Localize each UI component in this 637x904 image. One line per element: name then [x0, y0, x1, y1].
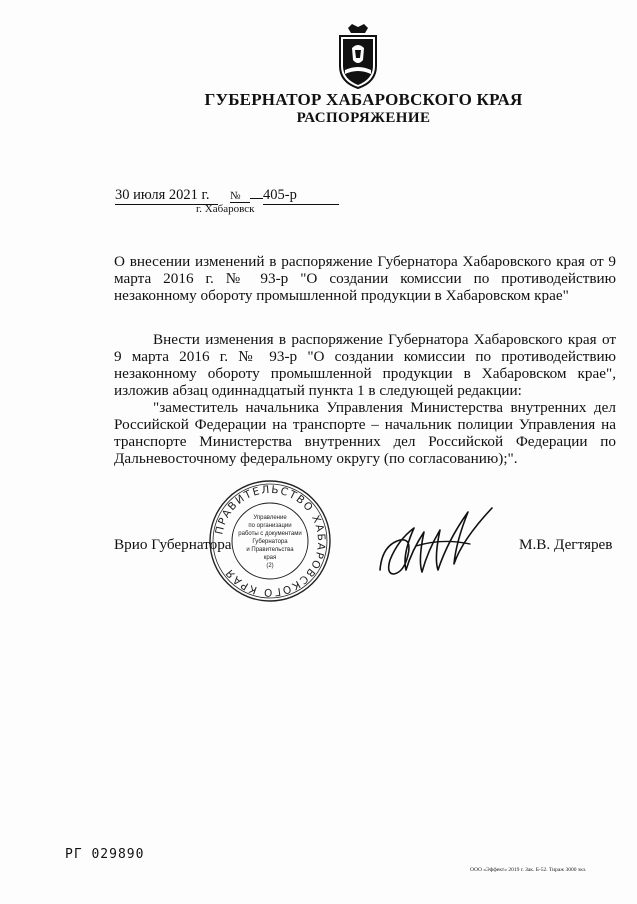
signatory-position: Врио Губернатора: [114, 536, 232, 553]
coat-of-arms-icon: [336, 22, 380, 90]
body-paragraph: Внести изменения в распоряжение Губернатора Хабаровского края от 9 марта 2016 г. № 93-р "О создании комиссии по противодействию незаконному обороту промышленной продукции в Хабаровском крае", изложив абзац одиннадцатый пункта 1 в следующей редакции:: [114, 331, 616, 399]
signatory-name: М.В. Дегтярев: [519, 536, 613, 553]
stamp-line-5: и Правительства: [246, 547, 294, 553]
print-info: ООО «Эффект» 2019 г. Зак. Б-52. Тираж 3000 экз.: [470, 867, 587, 873]
stamp-line-2: по организации: [248, 523, 292, 529]
stamp-ring-text: ПРАВИТЕЛЬСТВО ХАБАРОВСКОГО КРАЯ: [213, 483, 328, 599]
number-label: №: [230, 190, 250, 203]
stamp-line-3: работы с документами: [238, 531, 302, 537]
stamp-line-4: Губернатора: [252, 539, 288, 545]
body-quote: "заместитель начальника Управления Министерства внутренних дел Российской Федерации на транспорте – начальник полиции Управления на транспорте Министерства внутренних дел Российской Федерации по Дальневосточному федеральному округу (по согласованию);".: [114, 399, 616, 467]
document-body: [114, 331, 616, 467]
stamp-line-7: (2): [266, 563, 274, 569]
stamp-line-1: Управление: [253, 515, 287, 521]
document-date: 30 июля 2021 г.: [115, 187, 218, 205]
document-number: 405-р: [263, 187, 339, 205]
governor-title: ГУБЕРНАТОР ХАБАРОВСКОГО КРАЯ: [204, 90, 523, 109]
official-stamp: [208, 479, 332, 603]
order-title: РАСПОРЯЖЕНИЕ: [296, 110, 431, 126]
document-city: г. Хабаровск: [196, 203, 255, 215]
stamp-line-6: края: [263, 555, 277, 561]
document-subject: О внесении изменений в распоряжение Губернатора Хабаровского края от 9 марта 2016 г. № 93-р "О создании комиссии по противодействию незаконному обороту промышленной продукции в Хабаровском крае": [114, 253, 616, 304]
registration-number: РГ 029890: [65, 847, 145, 862]
handwritten-signature: [372, 500, 502, 585]
